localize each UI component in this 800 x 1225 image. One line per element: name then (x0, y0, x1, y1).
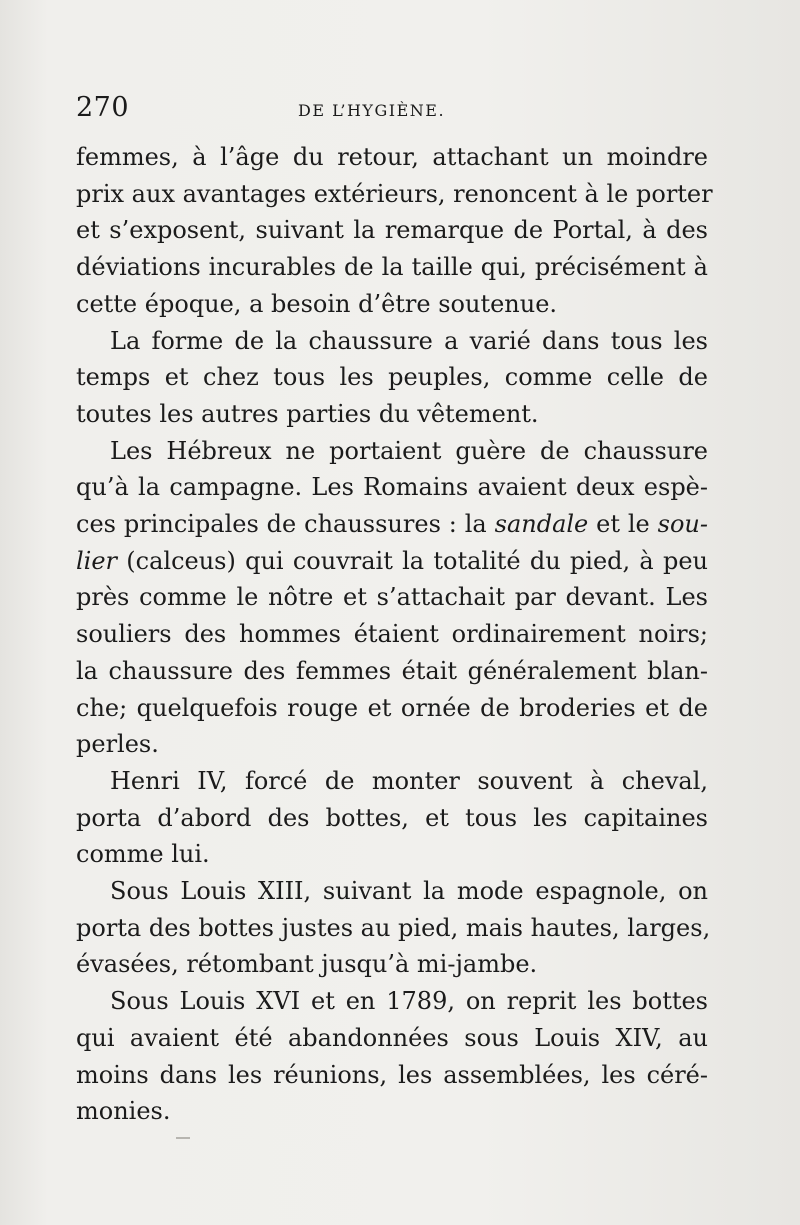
text-line: moins dans les réunions, les assemblées, les céré- (76, 1060, 708, 1089)
text-line: temps et chez tous les peuples, comme celle de (76, 363, 708, 392)
text-line: comme lui. (76, 840, 210, 869)
text-line: La forme de la chaussure a varié dans tous les (110, 326, 708, 355)
text-line: cette époque, a besoin d’être soutenue. (76, 289, 558, 318)
text-line: ces principales de chaussures : la sandale et le sou- (76, 510, 708, 539)
text-line: prix aux avantages extérieurs, renoncent à le porter (76, 179, 713, 208)
paragraph (76, 983, 708, 1130)
paragraph (76, 433, 708, 763)
text-line: qui avaient été abandonnées sous Louis XIV, au (76, 1023, 708, 1052)
text-line: souliers des hommes étaient ordinairement noirs; (76, 620, 708, 649)
text-line: perles. (76, 730, 159, 759)
paragraph (76, 873, 711, 983)
paragraph (76, 139, 713, 323)
text-line: femmes, à l’âge du retour, attachant un moindre (76, 143, 708, 171)
text-line: Sous Louis XIII, suivant la mode espagnole, on (110, 877, 708, 906)
text-line: porta des bottes justes au pied, mais hautes, larges, (76, 913, 711, 942)
running-head: DE L’HYGIÈNE. (298, 101, 446, 120)
text-line: qu’à la campagne. Les Romains avaient deux espè- (76, 473, 708, 502)
footer-dash (176, 1137, 190, 1139)
page-header (76, 92, 724, 132)
text-line: déviations incurables de la taille qui, précisément à (76, 253, 708, 282)
text-line: Henri IV, forcé de monter souvent à cheval, (110, 766, 708, 795)
body-text (76, 139, 713, 1130)
text-line: Sous Louis XVI et en 1789, on reprit les bottes (110, 987, 708, 1016)
text-line: monies. (76, 1097, 171, 1126)
text-line: évasées, rétombant jusqu’à mi-jambe. (76, 950, 538, 979)
page-number: 270 (76, 92, 130, 123)
text-line: la chaussure des femmes était généralement blan- (76, 656, 708, 685)
paragraph (76, 763, 708, 873)
text-line: porta d’abord des bottes, et tous les capitaines (76, 803, 708, 832)
text-line: et s’exposent, suivant la remarque de Portal, à des (76, 216, 708, 245)
text-line: près comme le nôtre et s’attachait par devant. Les (76, 583, 708, 612)
paragraph (76, 323, 708, 433)
text-line: lier (calceus) qui couvrait la totalité du pied, à peu (76, 546, 708, 575)
text-line: che; quelquefois rouge et ornée de broderies et de (76, 693, 708, 722)
text-line: Les Hébreux ne portaient guère de chaussure (110, 436, 708, 465)
text-line: toutes les autres parties du vêtement. (76, 399, 539, 428)
